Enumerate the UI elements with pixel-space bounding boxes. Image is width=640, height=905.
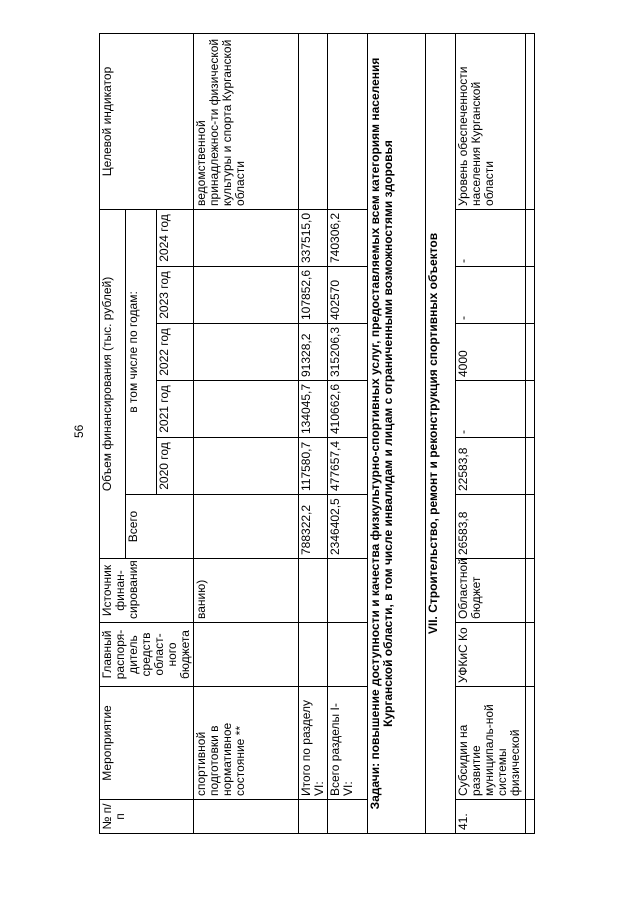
section-7-heading: VII. Строительство, ремонт и реконструкция спортивных объектов: [426, 33, 456, 833]
header-manager: Главный распоря-дитель средств област-ного бюджета: [100, 623, 194, 687]
page-number: 56: [72, 424, 86, 438]
header-event: Мероприятие: [100, 687, 194, 800]
cell-y2022: 4000: [456, 324, 526, 381]
cell-y2023: [194, 267, 299, 324]
table-row-41: [456, 33, 526, 833]
header-num: № п/п: [100, 800, 194, 834]
cell-y2020: [194, 438, 299, 495]
cell-y2023: -: [456, 267, 526, 324]
cell-y2020: 22583,8: [456, 438, 526, 495]
header-total: Всего: [126, 495, 194, 559]
cell-total: 26583,8: [456, 495, 526, 559]
cell-y2024: -: [456, 209, 526, 266]
header-y2021: 2021 год: [157, 381, 194, 438]
cell-indicator: ведомственной принадлежнос-ти физической культуры и спорта Курганской области: [194, 33, 299, 209]
table-row-spacer: [526, 33, 535, 833]
cell-event: Субсидии на развитие муниципаль-ной системы физической: [456, 687, 526, 800]
cell-source: [328, 559, 368, 623]
cell-y2024: [194, 209, 299, 266]
table-row-section-7: [426, 33, 456, 833]
cell-y2020: 117580,7: [299, 438, 328, 495]
table-row-total-sections-1-6: [328, 33, 368, 833]
header-financing: Объем финансирования (тыс. рублей): [100, 209, 126, 558]
cell-source: ванию): [194, 559, 299, 623]
cell-y2022: 91328,2: [299, 324, 328, 381]
financing-table: [99, 33, 535, 834]
cell-y2024: 337515,0: [299, 209, 328, 266]
cell-label: Всего разделы I-VI:: [328, 687, 368, 800]
cell-total: [194, 495, 299, 559]
table-row-total-section-6: [299, 33, 328, 833]
cell-manager: [299, 623, 328, 687]
header-y2024: 2024 год: [157, 209, 194, 266]
cell-y2021: [194, 381, 299, 438]
cell-total: 788322,2: [299, 495, 328, 559]
cell-total: 2346402,5: [328, 495, 368, 559]
cell-manager: [328, 623, 368, 687]
cell-num: [299, 800, 328, 834]
rotated-table-page: [99, 34, 594, 834]
header-indicator: Целевой индикатор: [100, 33, 194, 209]
cell-num: [328, 800, 368, 834]
cell-num: [194, 800, 299, 834]
cell-source: [299, 559, 328, 623]
table-row-task: [368, 33, 426, 833]
cell-y2024: 740306,2: [328, 209, 368, 266]
cell-indicator: Уровень обеспеченности населения Курганской области: [456, 33, 526, 209]
cell-y2021: 410662,6: [328, 381, 368, 438]
header-y2022: 2022 год: [157, 324, 194, 381]
table-row-continuation: [194, 33, 299, 833]
cell-manager: [194, 623, 299, 687]
cell-indicator: [299, 33, 328, 209]
header-row-1: [100, 33, 126, 833]
cell-source: Областной бюджет: [456, 559, 526, 623]
header-by-years: в том числе по годам:: [126, 209, 157, 494]
cell-y2022: [194, 324, 299, 381]
cell-num: 41.: [456, 800, 526, 834]
cell-label: Итого по разделу VI:: [299, 687, 328, 800]
cell-y2023: 107852,6: [299, 267, 328, 324]
task-heading: Задачи: повышение доступности и качества физкультурно-спортивных услуг, предоставляемых всем категориям населения Курганской области, в том числе инвалидам и лицам с ограниченными возможностями здоровья: [368, 33, 426, 833]
cell-manager: УФКиС Ко: [456, 623, 526, 687]
cell-y2022: 315206,3: [328, 324, 368, 381]
cell-event: спортивной подготовки в нормативное состояние **: [194, 687, 299, 800]
header-y2020: 2020 год: [157, 438, 194, 495]
header-y2023: 2023 год: [157, 267, 194, 324]
cell-indicator: [328, 33, 368, 209]
cell-y2023: 402570: [328, 267, 368, 324]
header-source: Источник финан-сирования: [100, 559, 194, 623]
cell-y2021: 134045,7: [299, 381, 328, 438]
cell-y2021: -: [456, 381, 526, 438]
cell-y2020: 477657,4: [328, 438, 368, 495]
